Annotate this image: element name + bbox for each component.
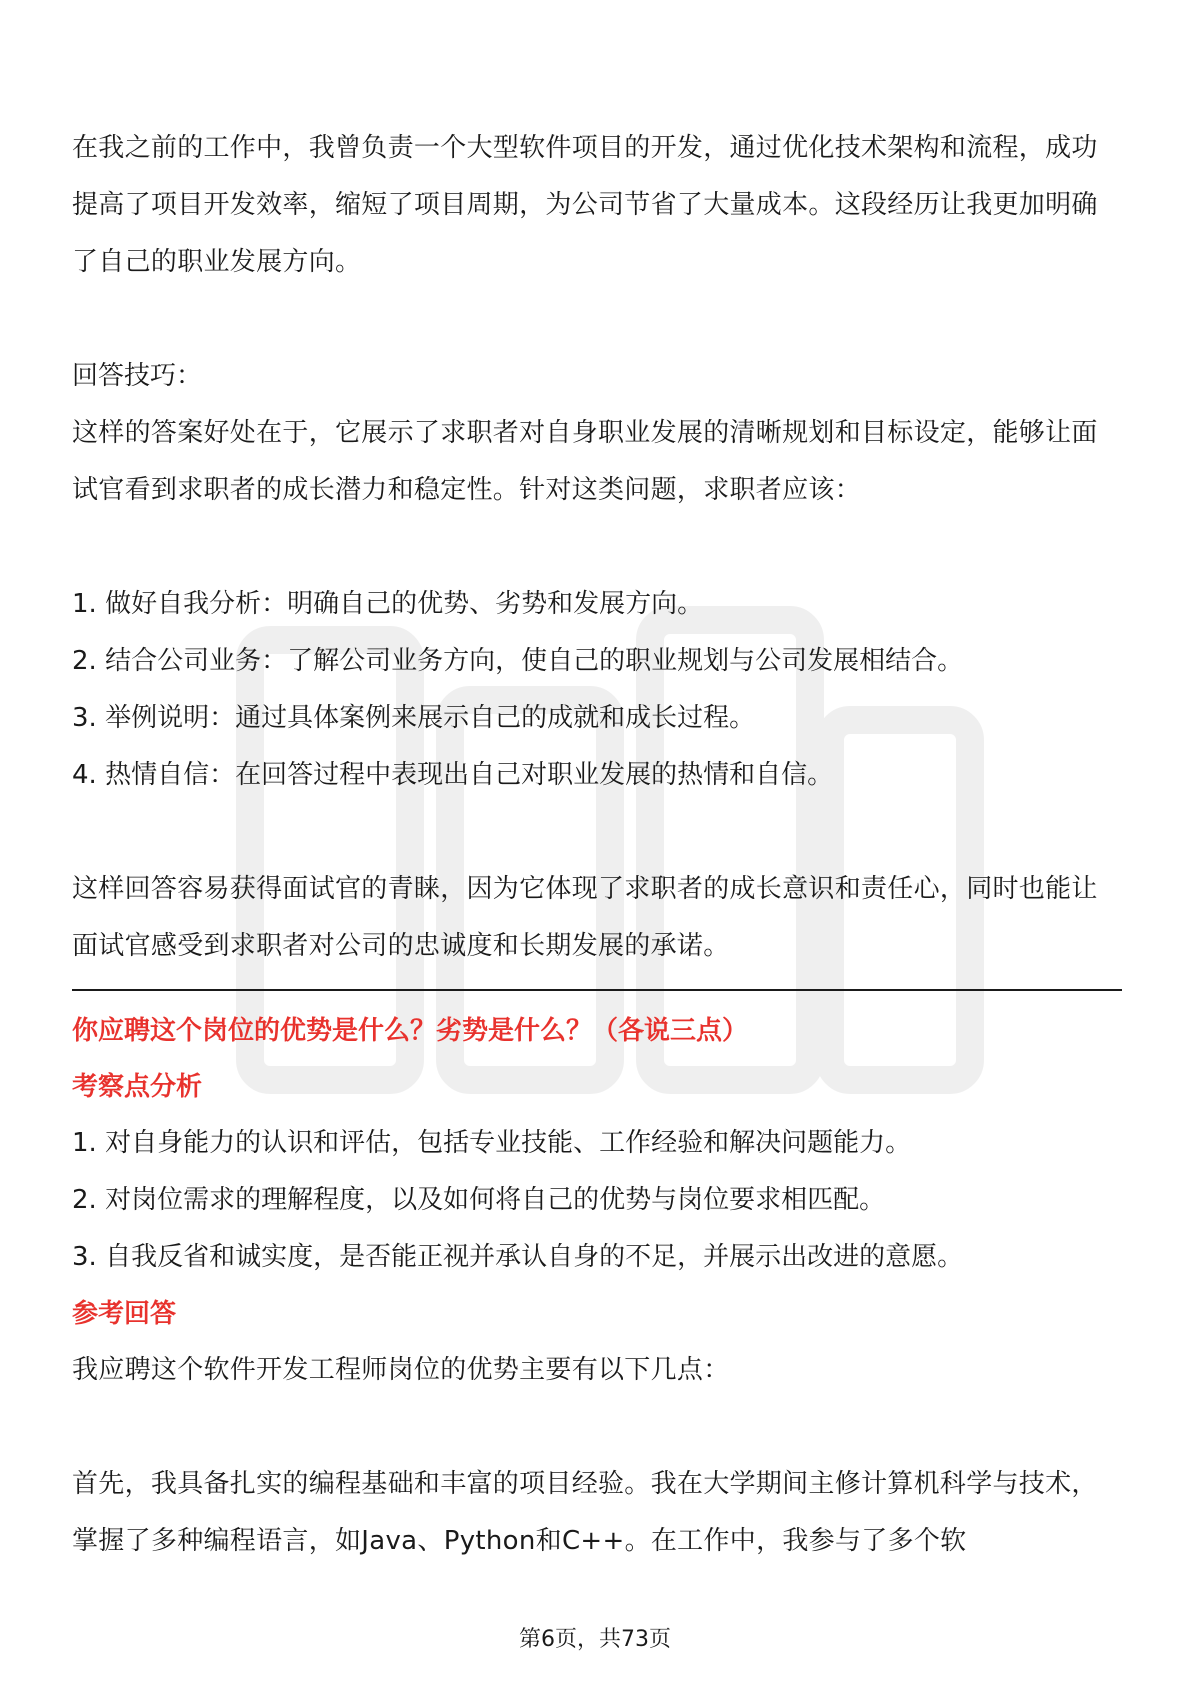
list-item: 1. 做好自我分析：明确自己的优势、劣势和发展方向。 [72, 589, 704, 619]
list-item: 3. 自我反省和诚实度，是否能正视并承认自身的不足，并展示出改进的意愿。 [72, 1242, 964, 1272]
spacer [72, 519, 1122, 576]
spacer [72, 1399, 1122, 1456]
tips-label: 回答技巧： [72, 361, 203, 391]
page-number: 第6页，共73页 [519, 1627, 671, 1652]
answer-intro: 我应聘这个软件开发工程师岗位的优势主要有以下几点： [72, 1355, 730, 1385]
list-item: 1. 对自身能力的认识和评估，包括专业技能、工作经验和解决问题能力。 [72, 1128, 912, 1158]
list-item: 4. 热情自信：在回答过程中表现出自己对职业发展的热情和自信。 [72, 760, 834, 790]
list-item: 2. 对岗位需求的理解程度，以及如何将自己的优势与岗位要求相匹配。 [72, 1185, 886, 1215]
tips-paragraph: 这样的答案好处在于，它展示了求职者对自身职业发展的清晰规划和目标设定，能够让面试官看到求职者的成长潜力和稳定性。针对这类问题，求职者应该： [72, 418, 1098, 505]
experience-paragraph: 在我之前的工作中，我曾负责一个大型软件项目的开发，通过优化技术架构和流程，成功提高了项目开发效率，缩短了项目周期，为公司节省了大量成本。这段经历让我更加明确了自己的职业发展方向。 [72, 133, 1098, 277]
page-content [72, 120, 1122, 1570]
closing-paragraph: 这样回答容易获得面试官的青睐，因为它体现了求职者的成长意识和责任心，同时也能让面试官感受到求职者对公司的忠诚度和长期发展的承诺。 [72, 874, 1098, 961]
list-item: 2. 结合公司业务：了解公司业务方向，使自己的职业规划与公司发展相结合。 [72, 646, 964, 676]
answer-heading: 参考回答 [72, 1299, 177, 1329]
question-title: 你应聘这个岗位的优势是什么？劣势是什么？（各说三点） [72, 1016, 749, 1046]
spacer [72, 804, 1122, 861]
list-item: 3. 举例说明：通过具体案例来展示自己的成就和成长过程。 [72, 703, 756, 733]
analysis-heading: 考察点分析 [72, 1072, 203, 1102]
spacer [72, 291, 1122, 348]
answer-paragraph: 首先，我具备扎实的编程基础和丰富的项目经验。我在大学期间主修计算机科学与技术，掌握了多种编程语言，如Java、Python和C++。在工作中，我参与了多个软 [72, 1469, 1098, 1556]
section-divider [72, 989, 1122, 991]
